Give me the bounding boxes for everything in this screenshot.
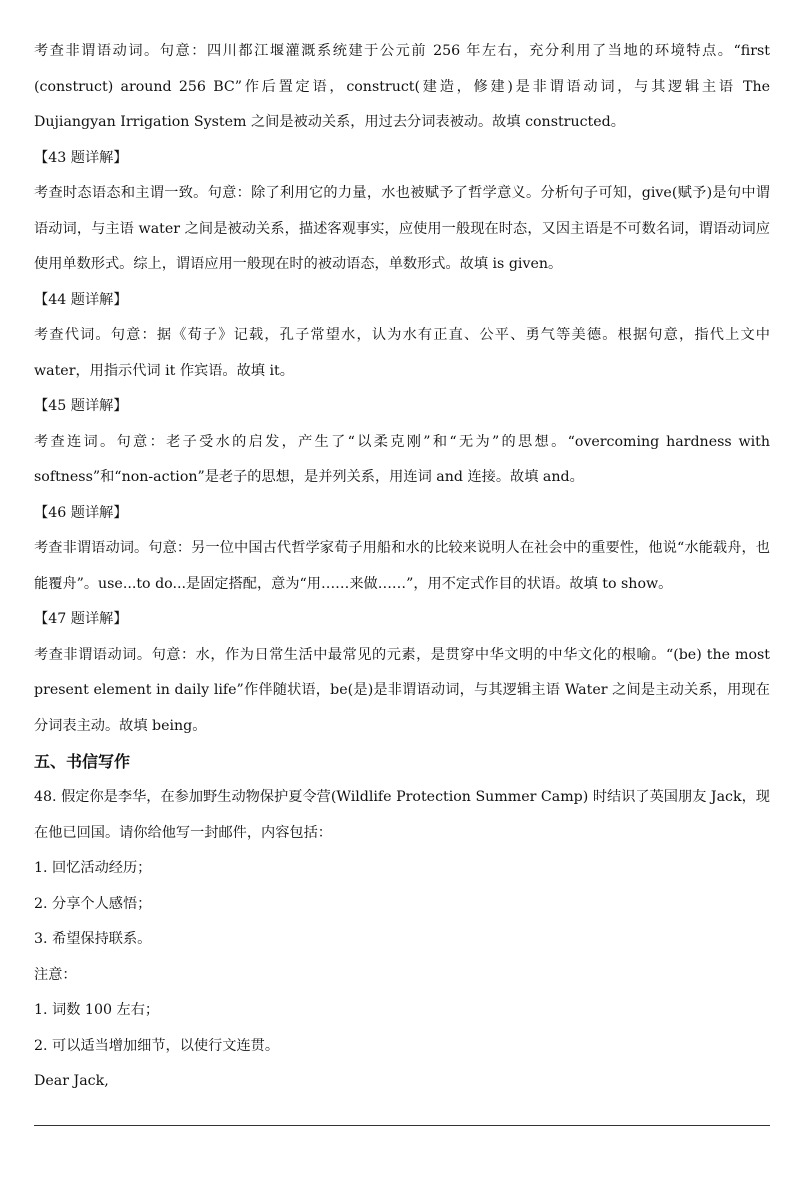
requirement-item-2: 2. 分享个人感悟； (34, 895, 152, 912)
writing-prompt: 48. 假定你是李华，在参加野生动物保护夏令营(Wildlife Protection Summer Camp) 时结识了英国朋友 Jack，现在他已回国。请你给他写一封邮件，内容包括： (34, 789, 770, 841)
note-item-2: 2. 可以适当增加细节，以使行文连贯。 (34, 1037, 280, 1054)
heading-46: 【46 题详解】 (34, 504, 128, 521)
requirement-item-1: 1. 回忆活动经历； (34, 860, 152, 876)
explanation-43: 考查时态语态和主谓一致。句意：除了利用它的力量，水也被赋予了哲学意义。分析句子可知，give(赋予)是句中谓语动词，与主语 water 之间是被动关系，描述客观事实，应使用一般现在时态，又因主语是不可数名词，谓语动词应使用单数形式。综上，谓语应用一般现在时的被动语态，单数形式。故填 is given。 (34, 185, 770, 272)
writing-line (34, 1125, 770, 1126)
explanation-42: 考查非谓语动词。句意：四川都江堰灌溉系统建于公元前 256 年左右，充分利用了当地的环境特点。“first (construct) around 256 BC”作后置定语，construct(建造，修建)是非谓语动词，与其逻辑主语 The Dujiangyan Irrigation System 之间是被动关系，用过去分词表被动。故填 constructed。 (34, 43, 770, 130)
heading-45: 【45 题详解】 (34, 398, 128, 414)
note-item-1: 1. 词数 100 左右； (34, 1002, 160, 1018)
heading-43: 【43 题详解】 (34, 149, 128, 166)
heading-47: 【47 题详解】 (34, 611, 128, 627)
requirement-item-3: 3. 希望保持联系。 (34, 931, 152, 947)
explanation-47: 考查非谓语动词。句意：水，作为日常生活中最常见的元素，是贯穿中华文明的中华文化的根喻。“(be) the most present element in daily life”作伴随状语，be(是)是非谓语动词，与其逻辑主语 Water 之间是主动关系，用现在分词表主动。故填 being。 (34, 646, 770, 734)
heading-44: 【44 题详解】 (34, 291, 128, 308)
document-page (34, 34, 770, 1100)
section-title-letter-writing: 五、书信写作 (34, 752, 131, 771)
explanation-44: 考查代词。句意：据《荀子》记载，孔子常望水，认为水有正直、公平、勇气等美德。根据句意，指代上文中 water，用指示代词 it 作宾语。故填 it。 (34, 327, 770, 379)
explanation-46: 考查非谓语动词。句意：另一位中国古代哲学家荀子用船和水的比较来说明人在社会中的重要性，他说“水能载舟，也能覆舟”。use...to do...是固定搭配，意为“用……来做……”，用不定式作目的状语。故填 to show。 (34, 540, 770, 592)
notes-label: 注意： (34, 966, 77, 983)
explanation-45: 考查连词。句意：老子受水的启发，产生了“以柔克刚”和“无为”的思想。“overcoming hardness with softness”和“non-action”是老子的思想，是并列关系，用连词 and 连接。故填 and。 (34, 433, 770, 485)
letter-salutation: Dear Jack, (34, 1073, 109, 1089)
